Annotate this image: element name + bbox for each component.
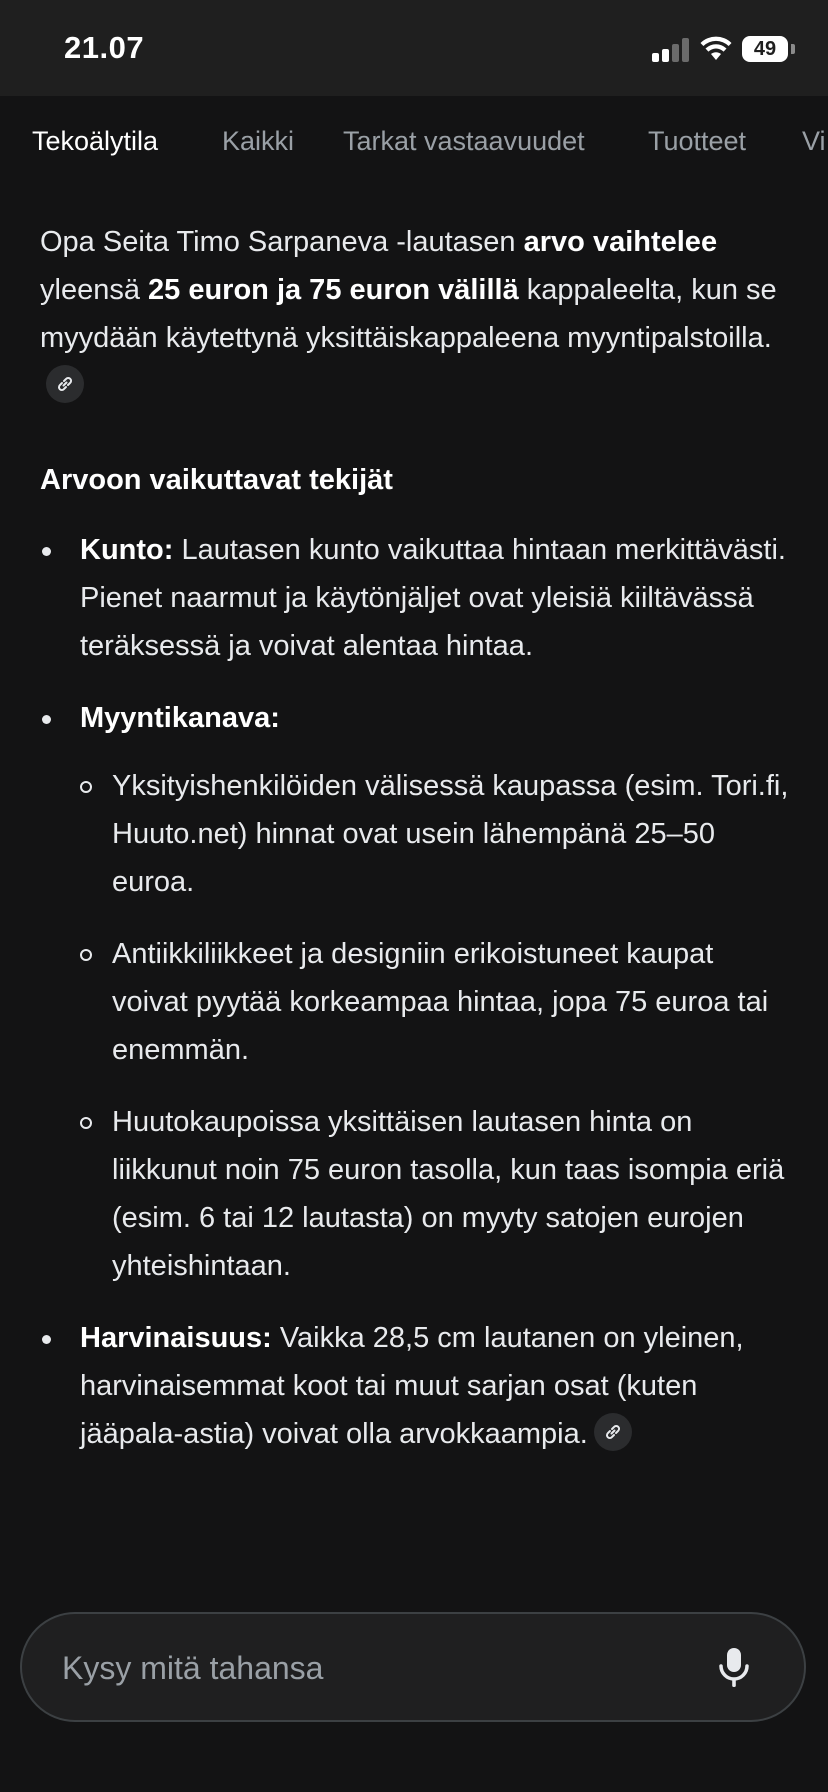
ai-answer	[40, 218, 792, 1482]
source-link-button[interactable]	[46, 365, 84, 403]
status-time: 21.07	[64, 30, 145, 65]
source-link-button[interactable]	[594, 1413, 632, 1451]
cellular-signal-icon	[652, 38, 690, 62]
tab-videos[interactable]: Vi	[802, 126, 826, 156]
battery-icon: 49	[742, 36, 788, 62]
factor-list	[40, 526, 792, 1458]
intro-price-range: 25 euron ja 75 euron välillä	[148, 274, 519, 306]
factor-text: Vaikka 28,5 cm lautanen on yleinen, harvinaisemmat koot tai muut sarjan osat (kuten jääpala-astia) voivat olla arvokkaampia.	[80, 1322, 744, 1450]
tab-ai-mode[interactable]: Tekoälytila	[32, 126, 159, 156]
link-icon	[55, 374, 75, 394]
intro-text: yleensä	[40, 274, 149, 306]
factor-label: Myyntikanava:	[80, 702, 280, 734]
sales-channel-list	[80, 762, 792, 1290]
ask-input-placeholder: Kysy mitä tahansa	[62, 1650, 324, 1686]
intro-bold: arvo vaihtelee	[523, 226, 718, 258]
answer-intro	[40, 218, 792, 410]
factor-label: Harvinaisuus:	[80, 1322, 272, 1354]
wifi-icon	[700, 36, 732, 62]
intro-text: Opa Seita Timo Sarpaneva -lautasen	[40, 226, 524, 258]
factor-text: Lautasen kunto vaikuttaa hintaan merkittävästi. Pienet naarmut ja käytönjäljet ovat yleisiä kiiltävässä teräksessä ja voivat alentaa hintaa.	[80, 534, 786, 662]
factor-item-condition	[40, 526, 792, 670]
factor-label: Kunto:	[80, 534, 174, 566]
link-icon	[603, 1422, 623, 1442]
list-item: Huutokaupoissa yksittäisen lautasen hinta on liikkunut noin 75 euron tasolla, kun taas isompia eriä (esim. 6 tai 12 lautasta) on myyty satojen eurojen yhteishintaan.	[80, 1098, 792, 1290]
microphone-icon[interactable]	[714, 1646, 754, 1690]
intro-text: kappaleelta, kun se myydään käytettynä yksittäiskappaleena myyntipalstoilla.	[40, 274, 777, 354]
tab-products[interactable]: Tuotteet	[648, 126, 747, 156]
search-tabs	[0, 96, 828, 188]
list-item: Yksityishenkilöiden välisessä kaupassa (esim. Tori.fi, Huuto.net) hinnat ovat usein lähempänä 25–50 euroa.	[80, 762, 792, 906]
factor-item-sales-channel	[40, 694, 792, 1290]
battery-tip	[791, 44, 795, 54]
list-item: Antiikkiliikkeet ja designiin erikoistuneet kaupat voivat pyytää korkeampaa hintaa, jopa 75 euroa tai enemmän.	[80, 930, 792, 1074]
tab-exact-matches[interactable]: Tarkat vastaavuudet	[343, 126, 585, 156]
section-heading: Arvoon vaikuttavat tekijät	[40, 464, 393, 496]
tab-all[interactable]: Kaikki	[222, 126, 295, 156]
ask-input[interactable]	[20, 1612, 806, 1722]
factor-item-rarity	[40, 1314, 792, 1458]
status-bar	[0, 0, 828, 96]
search-results-page	[0, 96, 828, 1792]
